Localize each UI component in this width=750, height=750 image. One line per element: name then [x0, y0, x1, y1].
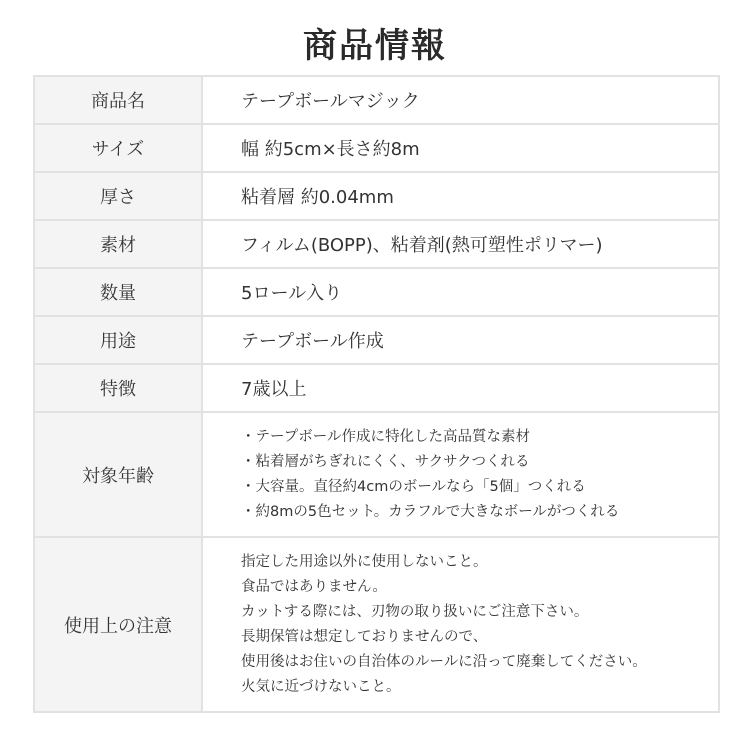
- table-row: [34, 268, 719, 316]
- table-row: [34, 412, 719, 537]
- caution-line: 火気に近づけないこと。: [241, 678, 401, 695]
- row-value-usage: テープボール作成: [202, 316, 719, 364]
- table-row: [34, 124, 719, 172]
- product-info-table: [33, 75, 720, 713]
- caution-line: 長期保管は想定しておりませんので、: [241, 628, 488, 645]
- row-value-thickness: 粘着層 約0.04mm: [202, 172, 719, 220]
- row-label-material: 素材: [34, 220, 202, 268]
- caution-line: 使用後はお住いの自治体のルールに沿って廃棄してください。: [241, 653, 647, 670]
- row-label-quantity: 数量: [34, 268, 202, 316]
- row-label-usage: 用途: [34, 316, 202, 364]
- feature-line: ・粘着層がちぎれにくく、サクサクつくれる: [241, 453, 530, 470]
- row-value-size: 幅 約5cm×長さ約8m: [202, 124, 719, 172]
- caution-line: カットする際には、刃物の取り扱いにご注意下さい。: [241, 603, 589, 620]
- row-label-caution: 使用上の注意: [34, 537, 202, 712]
- row-value-material: フィルム(BOPP)、粘着剤(熱可塑性ポリマー): [202, 220, 719, 268]
- table-row: [34, 220, 719, 268]
- row-value-target-age: [202, 412, 719, 537]
- row-label-size: サイズ: [34, 124, 202, 172]
- row-label-thickness: 厚さ: [34, 172, 202, 220]
- caution-line: 食品ではありません。: [241, 578, 387, 595]
- table-row: [34, 172, 719, 220]
- row-value-quantity: 5ロール入り: [202, 268, 719, 316]
- row-value-features: 7歳以上: [202, 364, 719, 412]
- row-value-caution: [202, 537, 719, 712]
- table-row: [34, 537, 719, 712]
- table-row: [34, 316, 719, 364]
- row-label-product-name: 商品名: [34, 76, 202, 124]
- row-label-features: 特徴: [34, 364, 202, 412]
- row-label-target-age: 対象年齢: [34, 412, 202, 537]
- feature-line: ・大容量。直径約4cmのボールなら「5個」つくれる: [241, 478, 586, 495]
- feature-line: ・約8mの5色セット。カラフルで大きなボールがつくれる: [241, 503, 620, 520]
- feature-line: ・テープボール作成に特化した高品質な素材: [241, 428, 530, 445]
- row-value-product-name: テープボールマジック: [202, 76, 719, 124]
- caution-line: 指定した用途以外に使用しないこと。: [241, 553, 488, 570]
- table-row: [34, 76, 719, 124]
- page-title: 商品情報: [303, 26, 447, 66]
- table-row: [34, 364, 719, 412]
